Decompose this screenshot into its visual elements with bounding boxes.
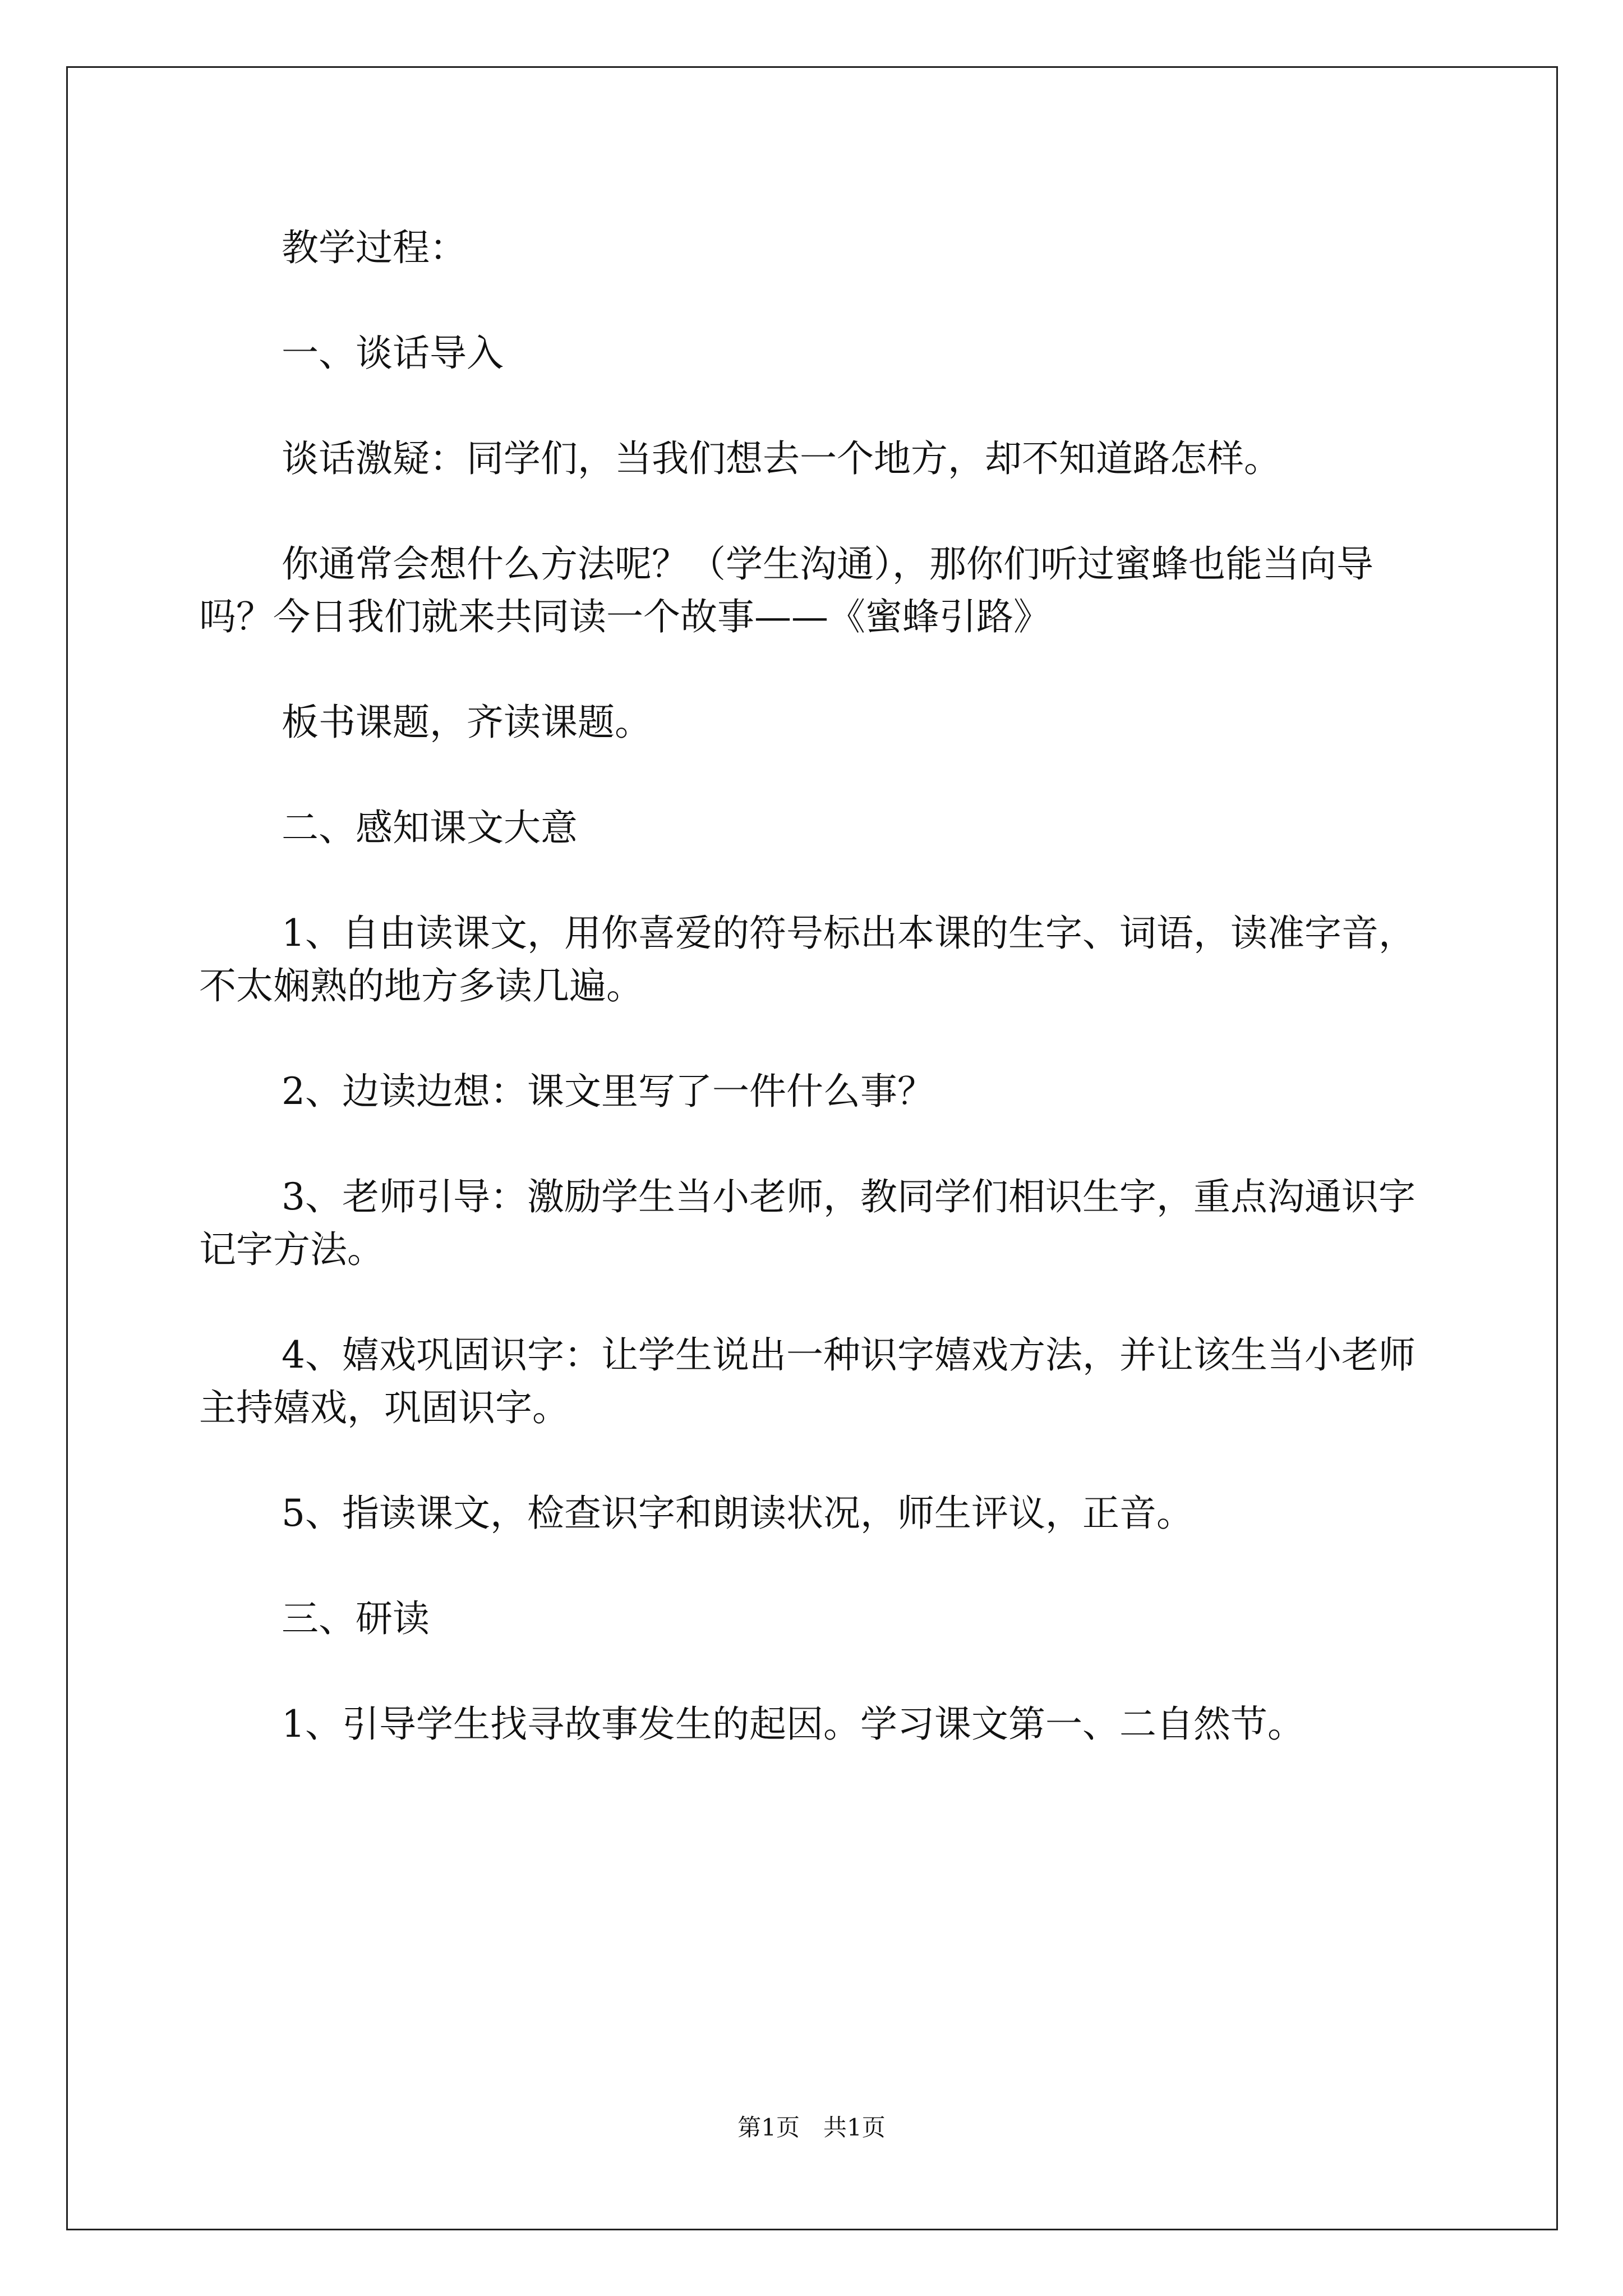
page-footer: 第1页 共1页 xyxy=(737,2114,886,2141)
list-item-4: 4、嬉戏巩固识字：让学生说出一种识字嬉戏方法，并让该生当小老师主持嬉戏，巩固识字。 xyxy=(199,1333,1415,1429)
list-item-study-1: 1、引导学生找寻故事发生的起因。学习课文第一、二自然节。 xyxy=(282,1703,1304,1746)
list-item-5: 5、指读课文，检查识字和朗读状况，师生评议，正音。 xyxy=(282,1492,1193,1535)
paragraph-blackboard-title: 板书课题，齐读课题。 xyxy=(282,701,652,744)
paragraph-teaching-process: 教学过程： xyxy=(282,226,467,269)
heading-section-1: 一、谈话导入 xyxy=(282,332,504,375)
paragraph-intro-story: 你通常会想什么方法呢？（学生沟通），那你们听过蜜蜂也能当向导吗？今日我们就来共同读一个故事——《蜜蜂引路》 xyxy=(199,542,1373,638)
document-body xyxy=(199,222,1430,1803)
list-item-1: 1、自由读课文，用你喜爱的符号标出本课的生字、词语，读准字音，不太娴熟的地方多读几遍。 xyxy=(199,912,1415,1007)
list-item-3: 3、老师引导：激励学生当小老师，教同学们相识生字，重点沟通识字记字方法。 xyxy=(199,1175,1415,1271)
heading-section-2: 二、感知课文大意 xyxy=(282,806,578,849)
paragraph-intro-question: 谈话激疑：同学们，当我们想去一个地方，却不知道路怎样。 xyxy=(282,437,1281,480)
list-item-2: 2、边读边想：课文里写了一件什么事？ xyxy=(282,1070,934,1113)
heading-section-3: 三、研读 xyxy=(282,1597,430,1640)
